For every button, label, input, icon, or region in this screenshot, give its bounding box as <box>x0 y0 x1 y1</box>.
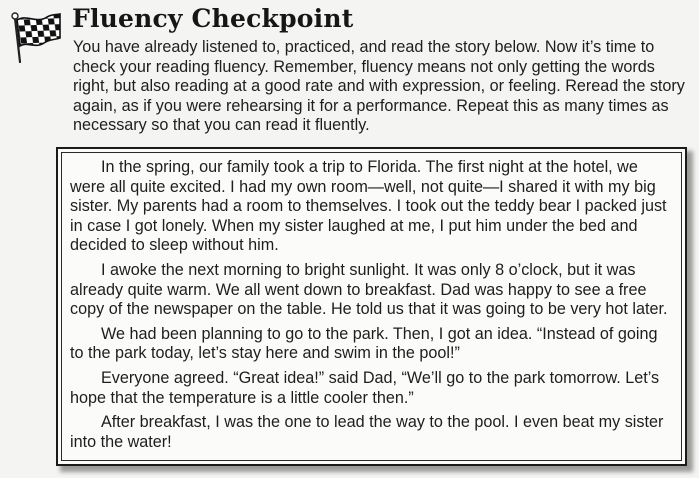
story-paragraph: In the spring, our family took a trip to Florida. The first night at the hotel, we were all quite excited. I had my own room—well, not quite—I shared it with my big sister. My parents had a room to themselves. I took out the teddy bear I packed just in case I got lonely. When my sister laughed at me, I put him under the bed and decided to sleep without him. <box>70 158 667 255</box>
story-box <box>56 147 687 466</box>
checkered-flag-icon <box>10 8 62 64</box>
story-text <box>61 152 682 461</box>
story-paragraph: Everyone agreed. “Great idea!” said Dad, “We’ll go to the park tomorrow. Let’s hope that the temperature is a little cooler then.” <box>70 368 660 407</box>
page-title: Fluency Checkpoint <box>72 4 354 33</box>
story-paragraph: I awoke the next morning to bright sunlight. It was only 8 o’clock, but it was already quite warm. We all went down to breakfast. Dad was happy to see a free copy of the newspaper on the table. He told us that it was going to be very hot later. <box>70 260 668 319</box>
story-paragraph: After breakfast, I was the one to lead the way to the pool. I even beat my sister into the water! <box>70 413 664 451</box>
intro-instructions: You have already listened to, practiced, and read the story below. Now it’s time to check your reading fluency. Remember, fluency means not only getting the words right, but also reading at a good rate and with expression, or feeling. Reread the story again, as if you were rehearsing it for a performance. Repeat this as many times as necessary so that you can read it fluently. <box>73 38 685 135</box>
story-paragraph: We had been planning to go to the park. Then, I got an idea. “Instead of going to the park today, let’s stay here and swim in the pool!” <box>70 324 658 363</box>
